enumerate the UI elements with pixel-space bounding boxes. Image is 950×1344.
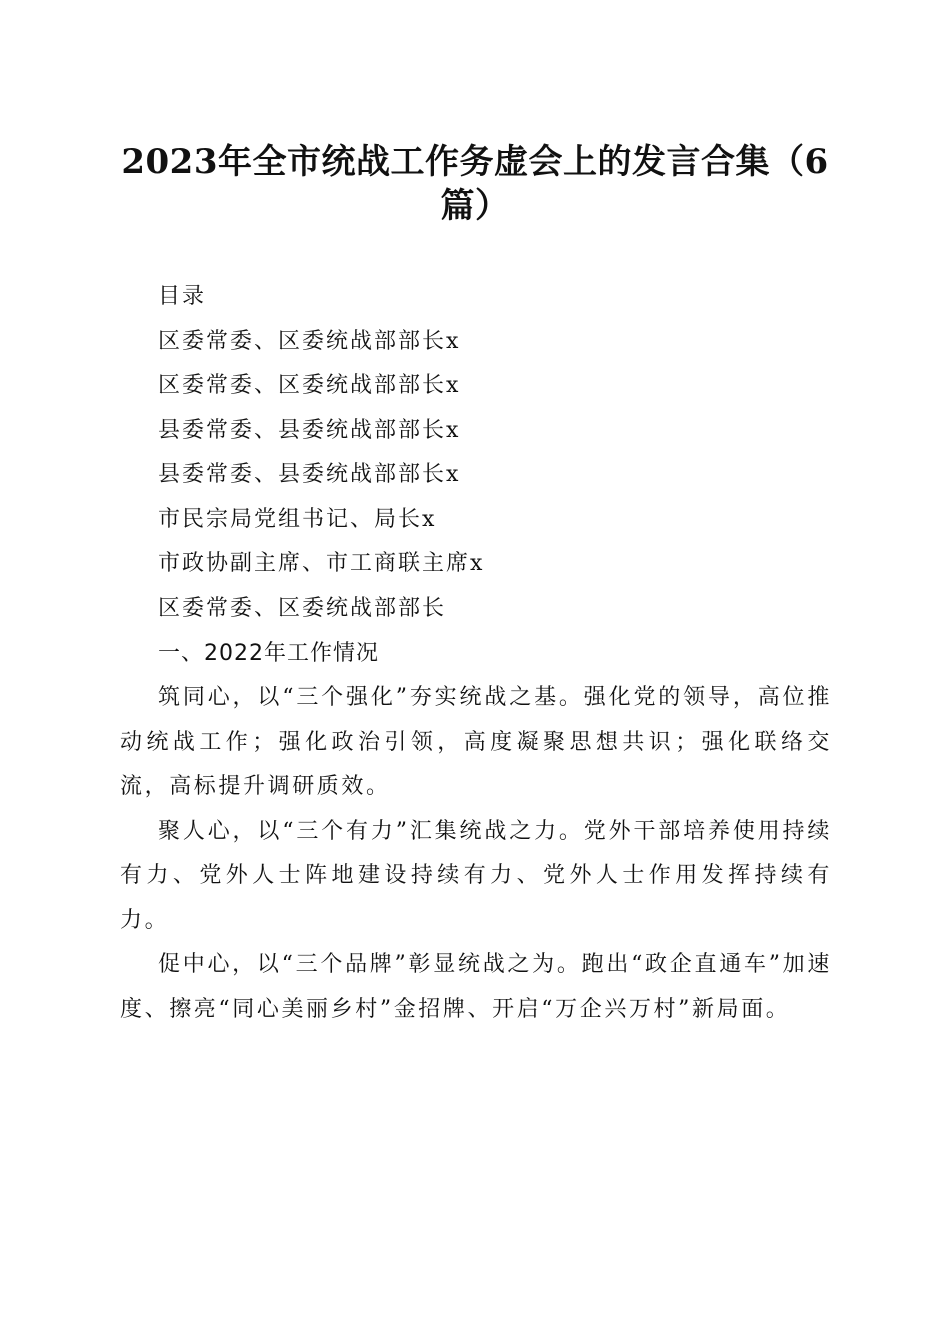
toc-heading: 目录: [158, 284, 207, 309]
body-paragraph: 筑同心，以“三个强化”夯实统战之基。强化党的领导，高位推动统战工作；强化政治引领，高度凝聚思想共识；强化联络交流，高标提升调研质效。: [120, 685, 832, 799]
toc-item: 县委常委、县委统战部部长x: [158, 417, 461, 443]
table-of-contents: [158, 275, 838, 631]
toc-item: 市政协副主席、市工商联主席x: [158, 551, 485, 576]
body-paragraph: 促中心，以“三个品牌”彰显统战之为。跑出“政企直通车”加速度、擦亮“同心美丽乡村”金招牌、开启“万企兴万村”新局面。: [120, 952, 832, 1022]
body-text: [120, 676, 832, 1032]
body-paragraph: 聚人心，以“三个有力”汇集统战之力。党外干部培养使用持续有力、党外人士阵地建设持续有力、党外人士作用发挥持续有力。: [120, 818, 832, 933]
document-title: 2023年全市统战工作务虚会上的发言合集（6篇）: [121, 142, 829, 226]
toc-item: 区委常委、区委统战部部长x: [158, 373, 461, 398]
section-heading: 一、2022年工作情况: [158, 641, 379, 666]
toc-item: 县委常委、县委统战部部长x: [158, 462, 461, 487]
toc-item: 区委常委、区委统战部部长: [158, 595, 447, 621]
toc-item: 区委常委、区委统战部部长x: [158, 328, 461, 354]
toc-item: 市民宗局党组书记、局长x: [158, 506, 437, 532]
